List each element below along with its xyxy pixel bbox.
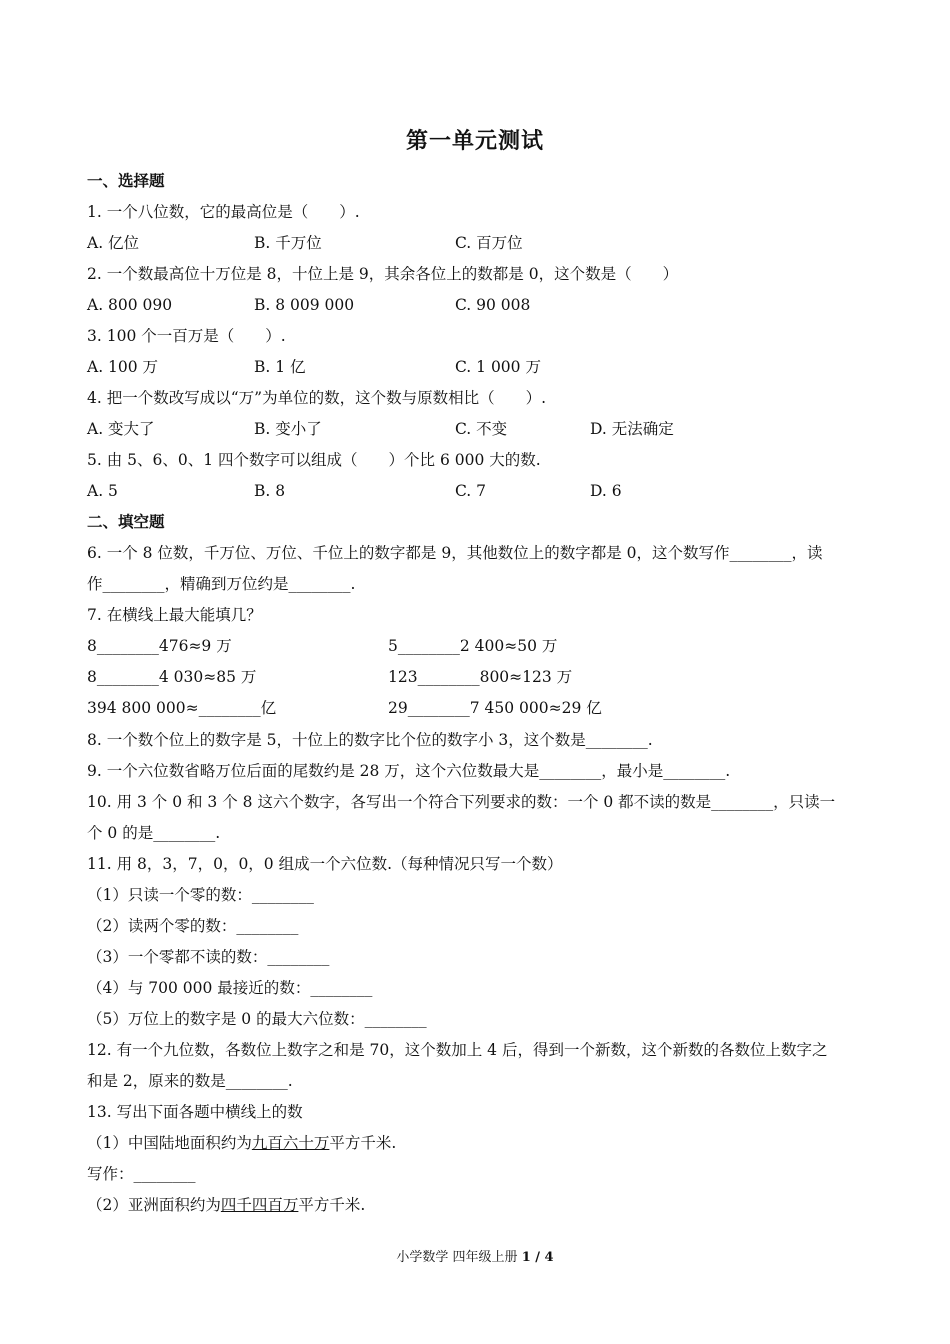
- section-heading-fill: 二、填空题: [87, 512, 165, 531]
- q3-option-a: A. 100 万: [87, 358, 159, 376]
- q4-option-c: C. 不变: [455, 420, 508, 438]
- question-10-line-1: 10. 用 3 个 0 和 3 个 8 这六个数字，各写出一个符合下列要求的数：一个 0 都不读的数是________，只读一: [87, 793, 836, 811]
- q11-subitem: （3）一个零都不读的数：________: [87, 948, 330, 966]
- q13-1-underlined: 九百六十万: [251, 1134, 330, 1152]
- question-12-line-2: 和是 2，原来的数是________.: [87, 1072, 293, 1090]
- q7-item: 394 800 000≈________亿: [87, 699, 277, 717]
- q1-option-a: A. 亿位: [87, 234, 140, 252]
- q7-item: 8________476≈9 万: [87, 637, 232, 655]
- q13-2-suffix: 平方千米.: [298, 1196, 366, 1214]
- question-12-line-1: 12. 有一个九位数，各数位上数字之和是 70，这个数加上 4 后，得到一个新数，这个新数的各数位上数字之: [87, 1041, 828, 1059]
- q7-item: 8________4 030≈85 万: [87, 668, 257, 686]
- question-1: 1. 一个八位数，它的最高位是（ ）.: [87, 203, 360, 221]
- q5-option-d: D. 6: [590, 482, 622, 500]
- q7-item: 29________7 450 000≈29 亿: [388, 699, 602, 717]
- q4-option-b: B. 变小了: [254, 420, 322, 438]
- question-5: 5. 由 5、6、0、1 四个数字可以组成（ ）个比 6 000 大的数.: [87, 451, 541, 469]
- q5-option-b: B. 8: [254, 482, 286, 500]
- question-3: 3. 100 个一百万是（ ）.: [87, 327, 286, 345]
- q2-option-b: B. 8 009 000: [254, 296, 355, 314]
- q4-option-a: A. 变大了: [87, 420, 155, 438]
- question-11: 11. 用 8，3，7，0，0，0 组成一个六位数.（每种情况只写一个数）: [87, 855, 563, 873]
- q11-subitem: （1）只读一个零的数：________: [87, 886, 314, 904]
- q13-2-underlined: 四千四百万: [220, 1196, 299, 1214]
- q3-option-b: B. 1 亿: [254, 358, 306, 376]
- q13-write-line: 写作：________: [87, 1165, 196, 1183]
- q13-1-prefix: （1）中国陆地面积约为: [87, 1134, 252, 1152]
- q11-subitem: （4）与 700 000 最接近的数：________: [87, 979, 373, 997]
- question-6-line-1: 6. 一个 8 位数，千万位、万位、千位上的数字都是 9，其他数位上的数字都是 0，这个数写作________，读: [87, 544, 823, 562]
- q3-option-c: C. 1 000 万: [455, 358, 541, 376]
- q13-1-suffix: 平方千米.: [329, 1134, 397, 1152]
- footer-text: 小学数学 四年级上册: [396, 1250, 522, 1265]
- q13-subitem-1: [87, 1132, 396, 1154]
- q13-subitem-2: [87, 1194, 365, 1216]
- question-2: 2. 一个数最高位十万位是 8，十位上是 9，其余各位上的数都是 0，这个数是（ ）: [87, 265, 679, 283]
- q4-option-d: D. 无法确定: [590, 420, 674, 438]
- question-8: 8. 一个数个位上的数字是 5，十位上的数字比个位的数字小 3，这个数是________.: [87, 731, 653, 749]
- page-number: 1 / 4: [521, 1250, 554, 1265]
- q5-option-c: C. 7: [455, 482, 487, 500]
- question-6-line-2: 作________，精确到万位约是________.: [87, 575, 356, 593]
- q5-option-a: A. 5: [87, 482, 118, 500]
- q13-2-prefix: （2）亚洲面积约为: [87, 1196, 221, 1214]
- question-7: 7. 在横线上最大能填几？: [87, 606, 262, 624]
- question-4: 4. 把一个数改写成以“万”为单位的数，这个数与原数相比（ ）.: [87, 389, 546, 407]
- page-footer: [0, 1246, 950, 1265]
- q7-item: 5________2 400≈50 万: [388, 637, 558, 655]
- q1-option-c: C. 百万位: [455, 234, 523, 252]
- question-9: 9. 一个六位数省略万位后面的尾数约是 28 万，这个六位数最大是________，最小是________.: [87, 762, 731, 780]
- q11-subitem: （2）读两个零的数：________: [87, 917, 299, 935]
- question-10-line-2: 个 0 的是________.: [87, 824, 221, 842]
- section-heading-choice: 一、选择题: [87, 171, 165, 190]
- question-13: 13. 写出下面各题中横线上的数: [87, 1103, 303, 1121]
- q7-item: 123________800≈123 万: [388, 668, 573, 686]
- q2-option-a: A. 800 090: [87, 296, 173, 314]
- q2-option-c: C. 90 008: [455, 296, 531, 314]
- page-title: 第一单元测试: [405, 128, 544, 154]
- q11-subitem: （5）万位上的数字是 0 的最大六位数：________: [87, 1010, 427, 1028]
- q1-option-b: B. 千万位: [254, 234, 322, 252]
